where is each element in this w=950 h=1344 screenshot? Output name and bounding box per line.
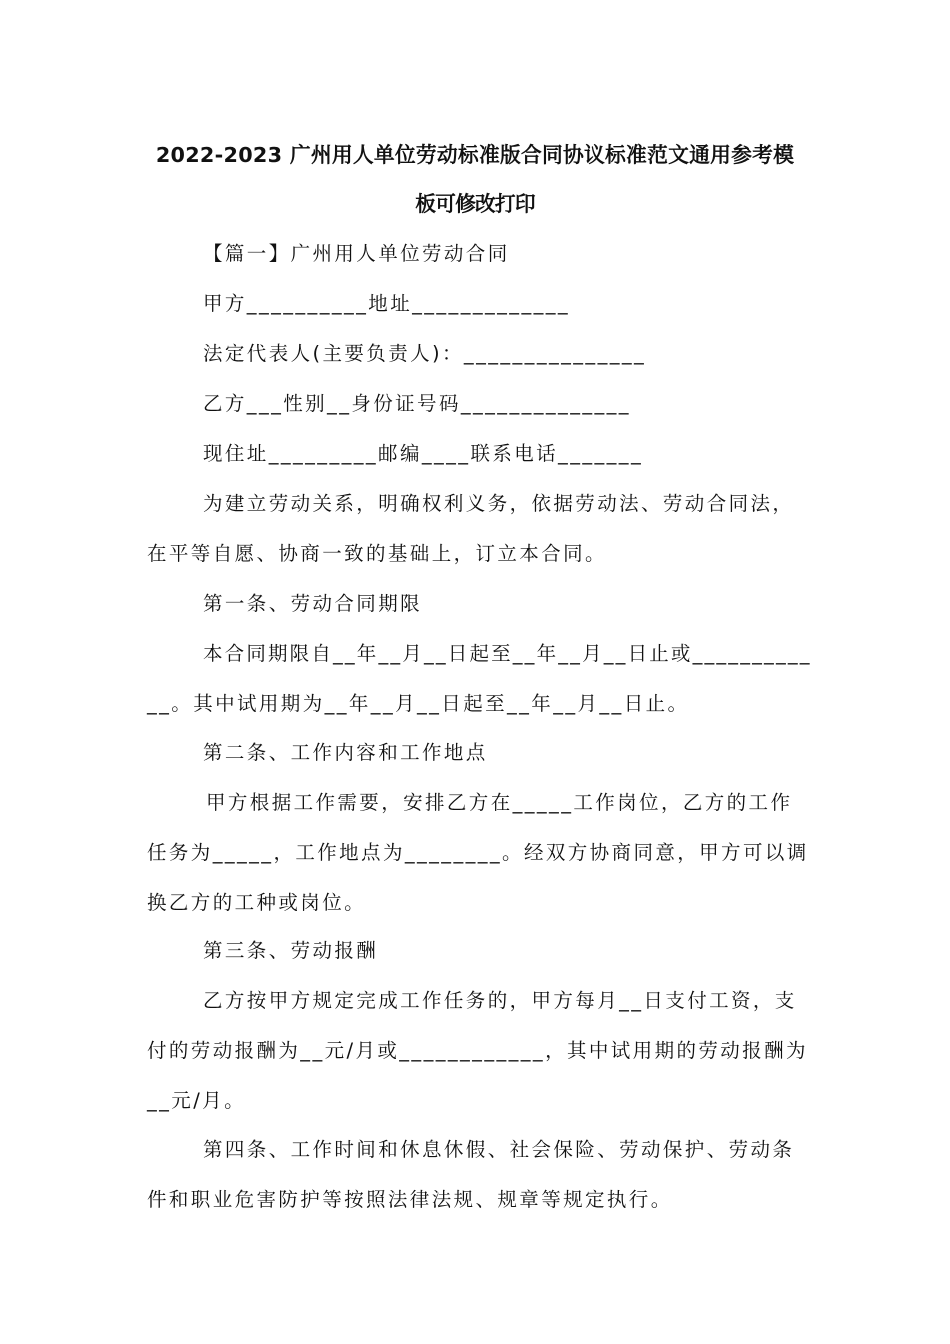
- article-heading: 第三条、劳动报酬: [203, 939, 379, 962]
- paragraph-line: 件和职业危害防护等按照法律法规、规章等规定执行。: [147, 1188, 673, 1211]
- paragraph-line: 任务为_____，工作地点为________。经双方协商同意，甲方可以调: [147, 841, 809, 864]
- party-b-line: 乙方___性别__身份证号码______________: [203, 392, 631, 415]
- paragraph-line: 乙方按甲方规定完成工作任务的，甲方每月__日支付工资，支: [203, 989, 797, 1012]
- article-heading: 第二条、工作内容和工作地点: [203, 741, 488, 764]
- paragraph-line: 为建立劳动关系，明确权利义务，依据劳动法、劳动合同法，: [203, 492, 795, 515]
- paragraph-line: 本合同期限自__年__月__日起至__年__月__日止或__________: [203, 642, 812, 665]
- article-heading: 第四条、工作时间和休息休假、社会保险、劳动保护、劳动条: [203, 1138, 795, 1161]
- paragraph-line: 付的劳动报酬为__元/月或____________，其中试用期的劳动报酬为: [147, 1039, 808, 1062]
- paragraph-line: __元/月。: [147, 1089, 246, 1112]
- section-heading: 【篇一】广州用人单位劳动合同: [203, 242, 510, 265]
- document-title-line-1: 2022-2023 广州用人单位劳动标准版合同协议标准范文通用参考模: [155, 143, 795, 167]
- article-heading: 第一条、劳动合同期限: [203, 592, 423, 615]
- paragraph-line: 在平等自愿、协商一致的基础上，订立本合同。: [147, 542, 607, 565]
- paragraph-line: __。其中试用期为__年__月__日起至__年__月__日止。: [147, 692, 690, 715]
- legal-representative-line: 法定代表人(主要负责人)：_______________: [203, 342, 647, 365]
- paragraph-line: 甲方根据工作需要，安排乙方在_____工作岗位，乙方的工作: [206, 791, 793, 814]
- party-a-line: 甲方__________地址_____________: [203, 292, 571, 315]
- paragraph-line: 换乙方的工种或岗位。: [147, 891, 367, 914]
- address-line: 现住址_________邮编____联系电话_______: [203, 442, 644, 465]
- document-title-line-2: 板可修改打印: [415, 192, 535, 216]
